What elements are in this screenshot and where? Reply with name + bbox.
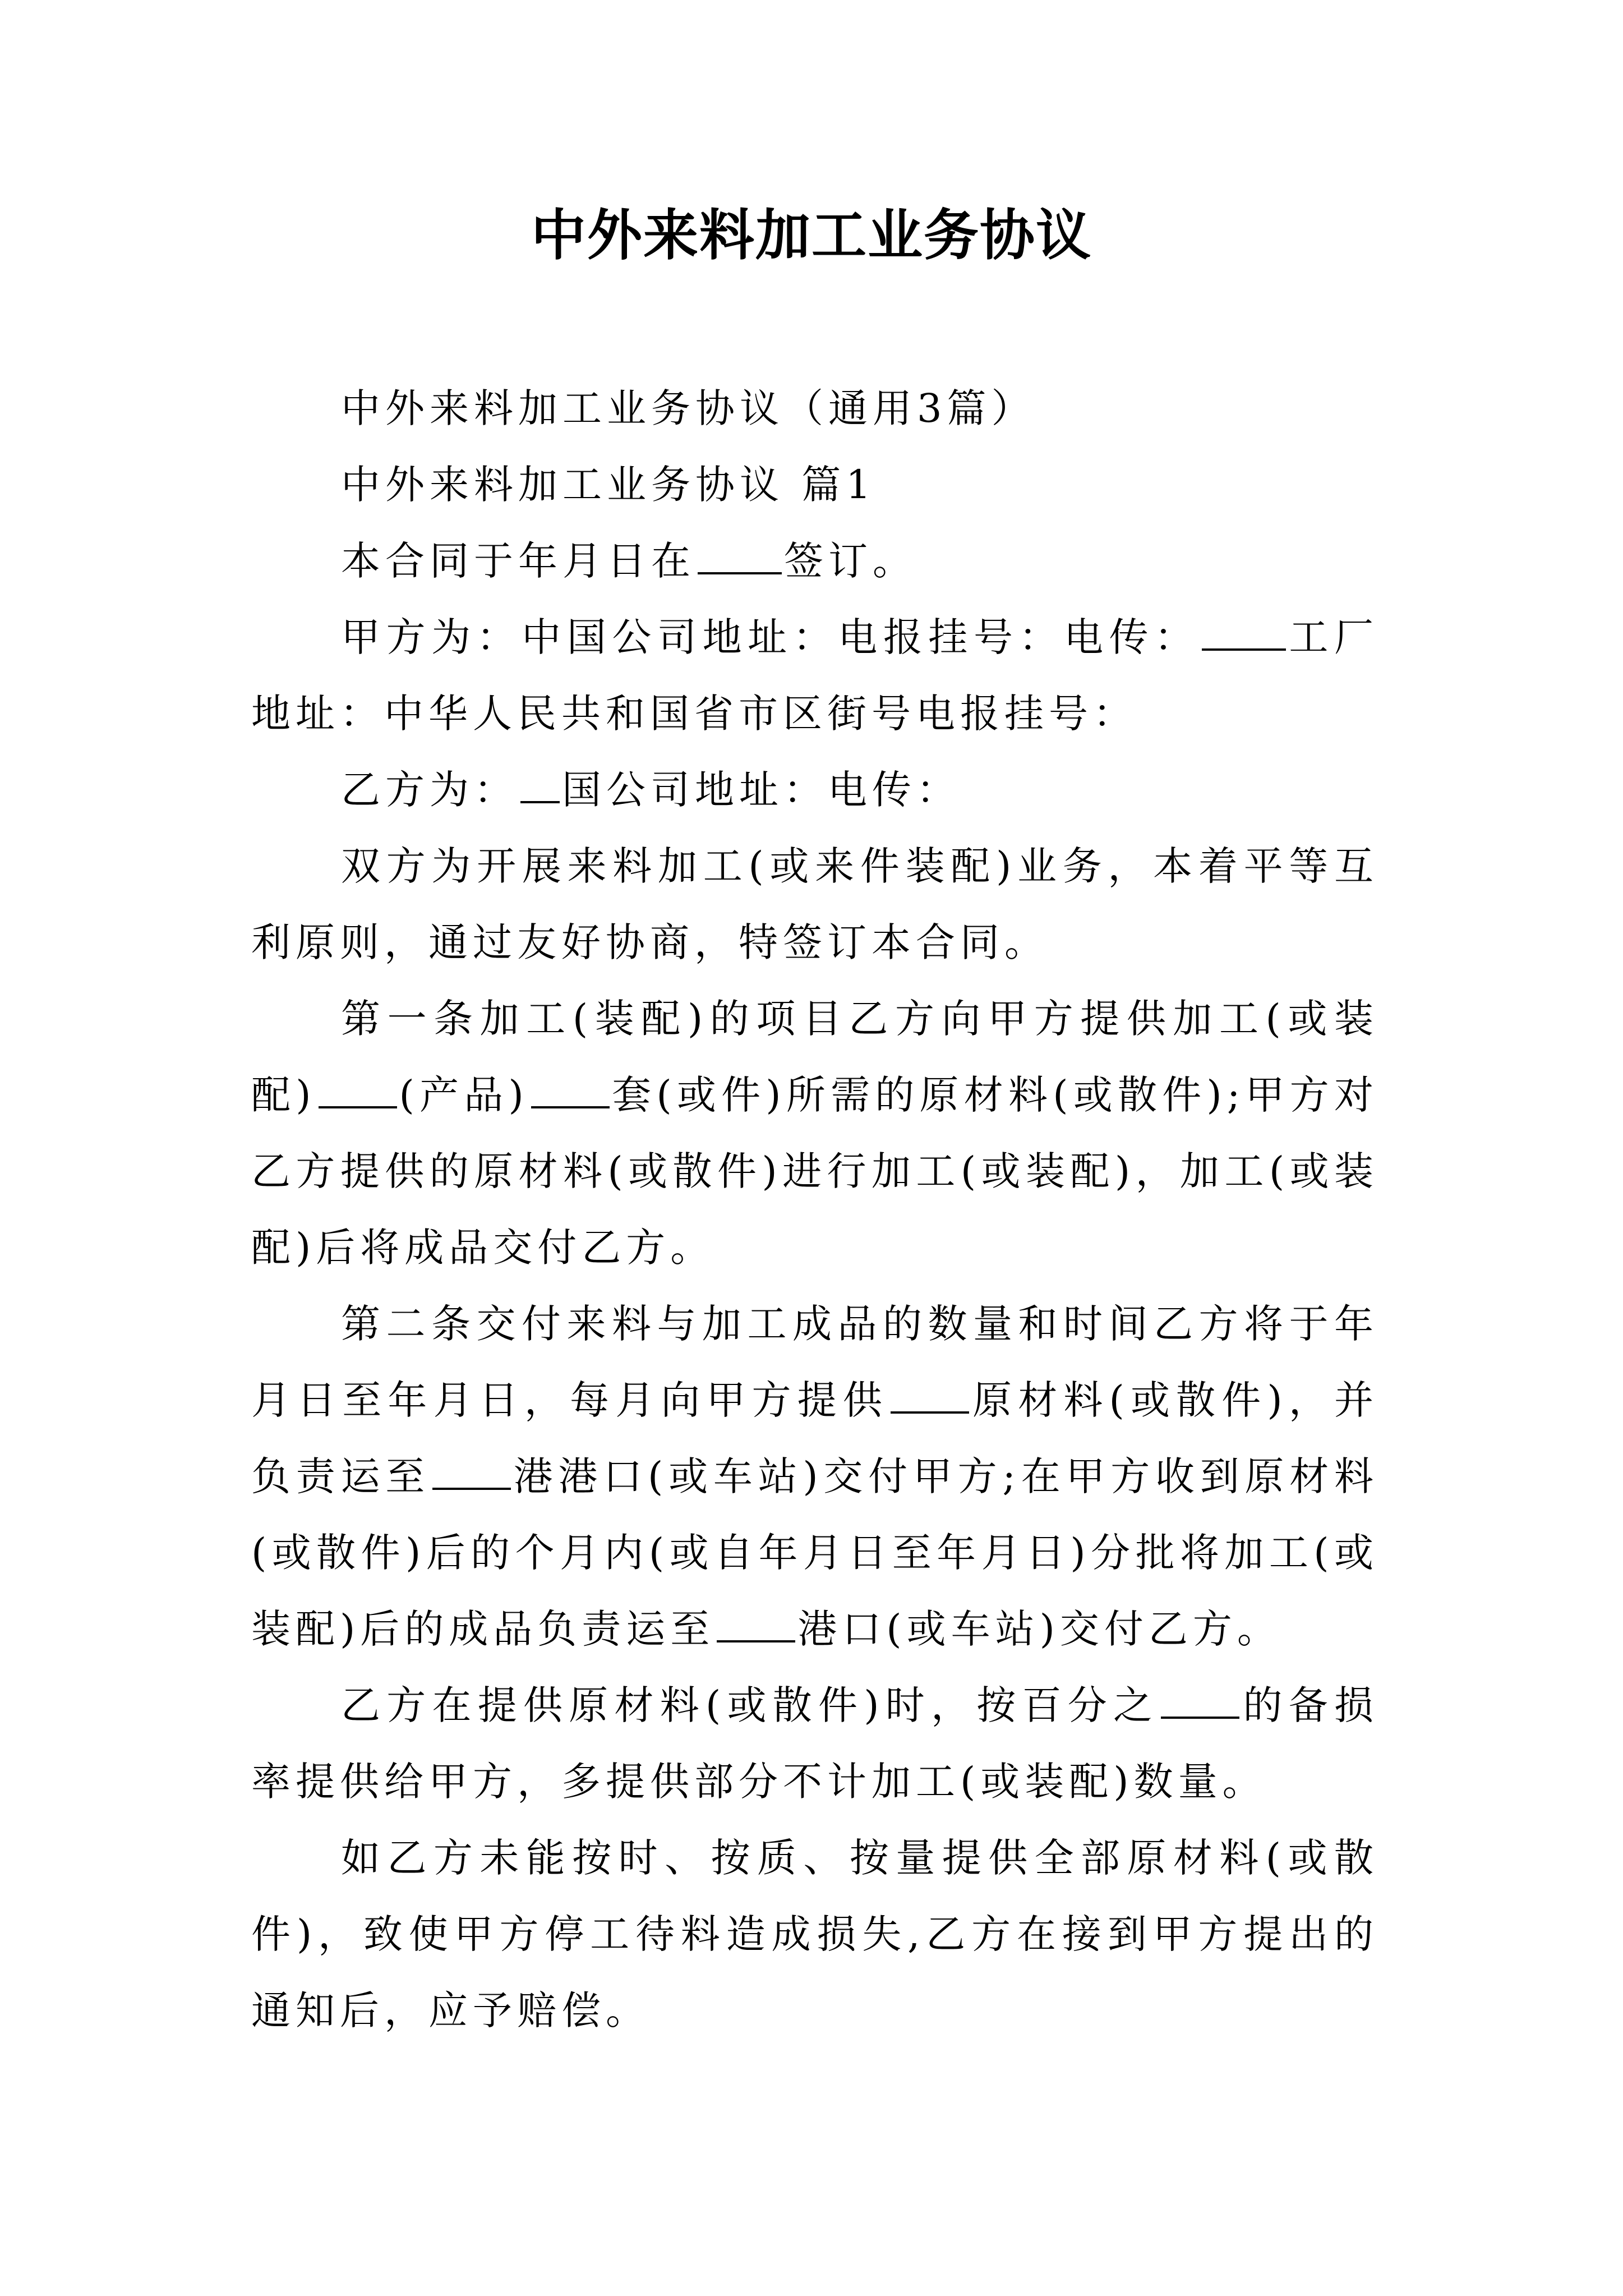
paragraph-party-b — [251, 752, 1378, 828]
text-segment: 第一条加工(装配)的项目乙方向甲方提供加工(或装配) — [251, 996, 1378, 1118]
text-segment: 的备损率提供给甲方，多提供部分不计加工(或装配)数量。 — [251, 1682, 1378, 1805]
text-segment: 港口(或车站)交付乙方。 — [797, 1606, 1281, 1652]
fill-blank — [520, 761, 560, 803]
paragraph-party-a — [251, 599, 1378, 752]
text-segment: (产品) — [399, 1072, 529, 1118]
text-segment: 乙方在提供原材料(或散件)时，按百分之 — [341, 1682, 1159, 1728]
fill-blank — [1202, 608, 1286, 651]
fill-blank — [717, 1600, 795, 1642]
fill-blank — [1161, 1676, 1239, 1719]
text-segment: 甲方为：中国公司地址：电报挂号：电传： — [341, 614, 1200, 660]
subtitle: 中外来料加工业务协议（通用3篇） — [341, 385, 1036, 431]
paragraph-article-2 — [251, 1286, 1378, 1667]
text-segment: 原材料(或散件)，并负责运至 — [251, 1377, 1378, 1499]
text-segment: 本合同于年月日在 — [341, 538, 695, 584]
paragraph-signing — [251, 523, 1378, 599]
fill-blank — [432, 1447, 511, 1490]
fill-blank — [698, 532, 782, 574]
text-segment: 套(或件)所需的原材料(或散件);甲方对乙方提供的原材料(或散件)进行加工(或装配)，加工(或装配)后将成品交付乙方。 — [251, 1072, 1379, 1271]
text-segment: 国公司地址：电传： — [562, 767, 961, 813]
paragraph-loss-rate — [251, 1667, 1378, 1820]
text-segment: 第二条交付来料与加工成品的数量和时间乙方将于年月日至年月日，每月向甲方提供 — [251, 1301, 1378, 1423]
document-body — [251, 370, 1378, 2049]
text-segment: 港港口(或车站)交付甲方;在甲方收到原材料(或散件)后的个月内(或自年月日至年月日)分批将加工(或装配)后的成品负责运至 — [251, 1453, 1379, 1652]
text-segment: 签订。 — [784, 538, 917, 584]
fill-blank — [531, 1066, 610, 1108]
text-segment: 工厂地址：中华人民共和国省市区街号电报挂号： — [251, 614, 1379, 737]
section-heading: 中外来料加工业务协议 篇1 — [341, 462, 876, 508]
paragraph-intro: 双方为开展来料加工(或来件装配)业务，本着平等互利原则，通过友好协商，特签订本合同。 — [251, 843, 1378, 965]
paragraph-article-1 — [251, 981, 1378, 1286]
document-title: 中外来料加工业务协议 — [531, 204, 1092, 268]
fill-blank — [319, 1066, 397, 1108]
text-segment: 乙方为： — [341, 767, 518, 813]
paragraph-compensation: 如乙方未能按时、按质、按量提供全部原材料(或散件)，致使甲方停工待料造成损失,乙方在接到甲方提出的通知后，应予赔偿。 — [251, 1835, 1378, 2033]
fill-blank — [891, 1371, 969, 1414]
